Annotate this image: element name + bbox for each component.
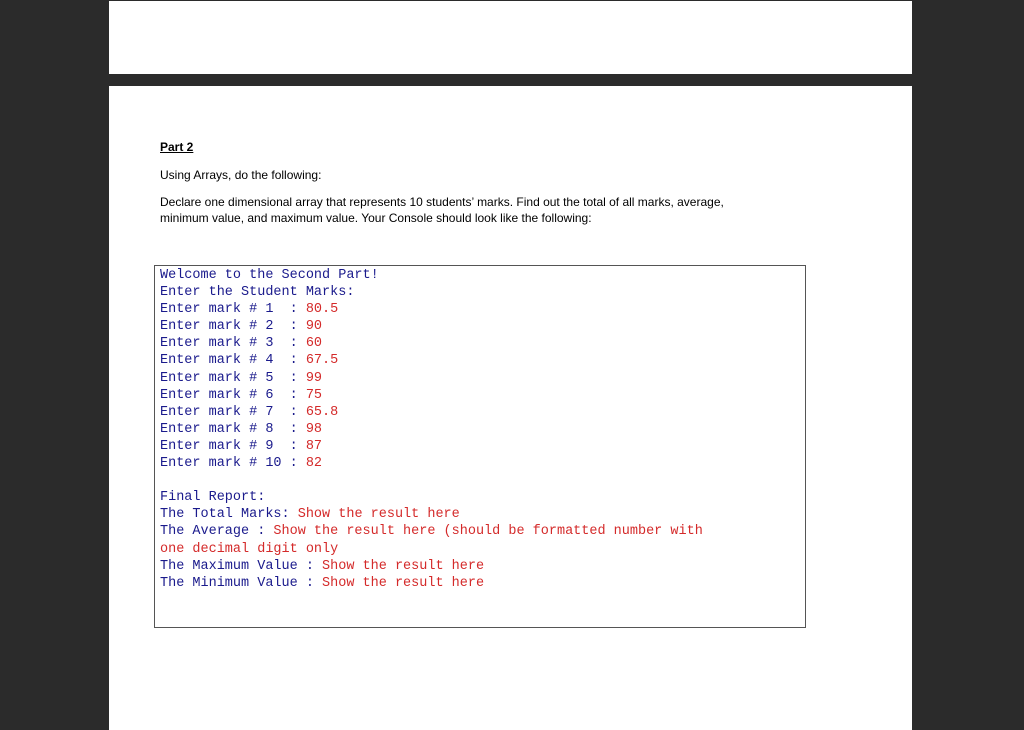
final-report-line: Final Report: — [160, 490, 266, 506]
task-line-1: Declare one dimensional array that represents 10 students’ marks. Find out the total of all marks, average, — [160, 195, 724, 209]
console-output-box — [154, 265, 806, 628]
mark-label: Enter mark # 2 : — [160, 319, 306, 335]
mark-label: Enter mark # 9 : — [160, 438, 306, 454]
mark-label: Enter mark # 1 : — [160, 302, 306, 318]
mark-value: 90 — [305, 319, 323, 335]
mark-line — [160, 370, 703, 387]
mark-line — [160, 387, 703, 404]
average-value-continued: one decimal digit only — [160, 541, 339, 557]
mark-line — [160, 318, 703, 335]
min-line — [160, 575, 703, 592]
mark-line — [160, 404, 703, 421]
mark-label: Enter mark # 10 : — [160, 456, 306, 472]
mark-value: 67.5 — [305, 353, 339, 369]
total-line — [160, 506, 703, 523]
welcome-line: Welcome to the Second Part! — [160, 268, 379, 283]
mark-label: Enter mark # 7 : — [160, 404, 306, 420]
average-line — [160, 523, 703, 540]
mark-label: Enter mark # 3 : — [160, 336, 306, 352]
mark-label: Enter mark # 4 : — [160, 353, 306, 369]
mark-line — [160, 438, 703, 455]
mark-value: 99 — [305, 370, 323, 386]
total-label: The Total Marks: — [160, 507, 298, 523]
part-heading: Part 2 — [160, 140, 194, 154]
average-value: Show the result here (should be formatted number with — [273, 524, 703, 540]
mark-value: 75 — [305, 387, 323, 403]
max-label: The Maximum Value : — [160, 558, 323, 574]
blank-line — [160, 472, 703, 489]
mark-line — [160, 301, 703, 318]
mark-line — [160, 455, 703, 472]
mark-line — [160, 352, 703, 369]
mark-line — [160, 421, 703, 438]
task-description — [160, 194, 780, 226]
mark-value: 82 — [305, 456, 323, 472]
enter-marks-line: Enter the Student Marks: — [160, 285, 355, 301]
mark-value: 60 — [305, 336, 323, 352]
average-label: The Average : — [160, 524, 274, 540]
total-value: Show the result here — [297, 507, 460, 523]
document-page — [109, 86, 912, 730]
intro-text: Using Arrays, do the following: — [160, 168, 322, 182]
previous-page — [109, 1, 912, 74]
mark-line — [160, 335, 703, 352]
mark-value: 87 — [305, 438, 323, 454]
mark-value: 98 — [305, 421, 323, 437]
min-value: Show the result here — [322, 575, 485, 591]
mark-label: Enter mark # 5 : — [160, 370, 306, 386]
max-line — [160, 558, 703, 575]
mark-value: 80.5 — [305, 302, 339, 318]
max-value: Show the result here — [322, 558, 485, 574]
task-line-2: minimum value, and maximum value. Your Console should look like the following: — [160, 211, 592, 225]
mark-label: Enter mark # 8 : — [160, 421, 306, 437]
min-label: The Minimum Value : — [160, 575, 323, 591]
mark-label: Enter mark # 6 : — [160, 387, 306, 403]
mark-value: 65.8 — [305, 404, 339, 420]
